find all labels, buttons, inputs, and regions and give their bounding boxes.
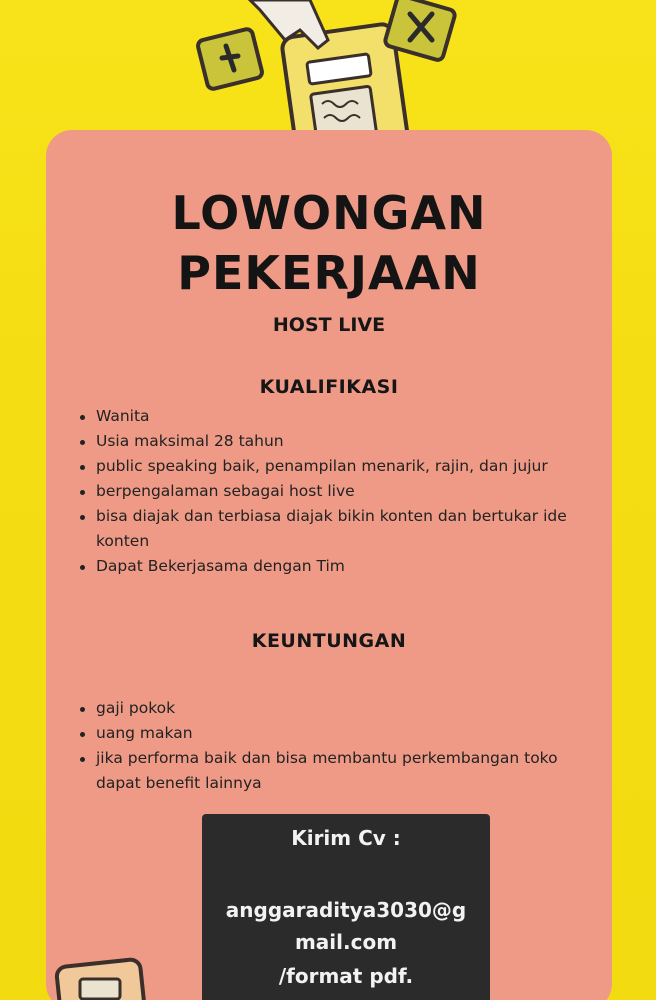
contact-email-line2: mail.com xyxy=(294,930,398,954)
benefits-list xyxy=(76,696,606,796)
send-cv-label: Kirim Cv : xyxy=(291,826,401,850)
list-item: Usia maksimal 28 tahun xyxy=(76,429,576,454)
close-tile-icon xyxy=(380,0,470,70)
benefits-heading: KEUNTUNGAN xyxy=(251,630,407,652)
list-item: gaji pokok xyxy=(76,696,606,721)
list-item: public speaking baik, penampilan menarik, rajin, dan jujur xyxy=(76,454,576,479)
page-title-line2: PEKERJAAN xyxy=(177,246,481,300)
contact-box xyxy=(202,814,490,1000)
card-corner-doodle-icon xyxy=(50,955,150,1000)
qualifications-list xyxy=(76,404,576,579)
list-item: bisa diajak dan terbiasa diajak bikin konten dan bertukar ide konten xyxy=(76,504,576,554)
list-item: Wanita xyxy=(76,404,576,429)
list-item: berpengalaman sebagai host live xyxy=(76,479,576,504)
job-subtitle: HOST LIVE xyxy=(272,314,386,336)
list-item: jika performa baik dan bisa membantu perkembangan toko dapat benefit lainnya xyxy=(76,746,606,796)
qualifications-heading: KUALIFIKASI xyxy=(259,376,399,398)
list-item: Dapat Bekerjasama dengan Tim xyxy=(76,554,576,579)
page-title-line1: LOWONGAN xyxy=(171,186,487,240)
list-item: uang makan xyxy=(76,721,606,746)
contact-email-line1: anggaraditya3030@g xyxy=(225,898,467,922)
file-format-note: /format pdf. xyxy=(278,964,414,988)
